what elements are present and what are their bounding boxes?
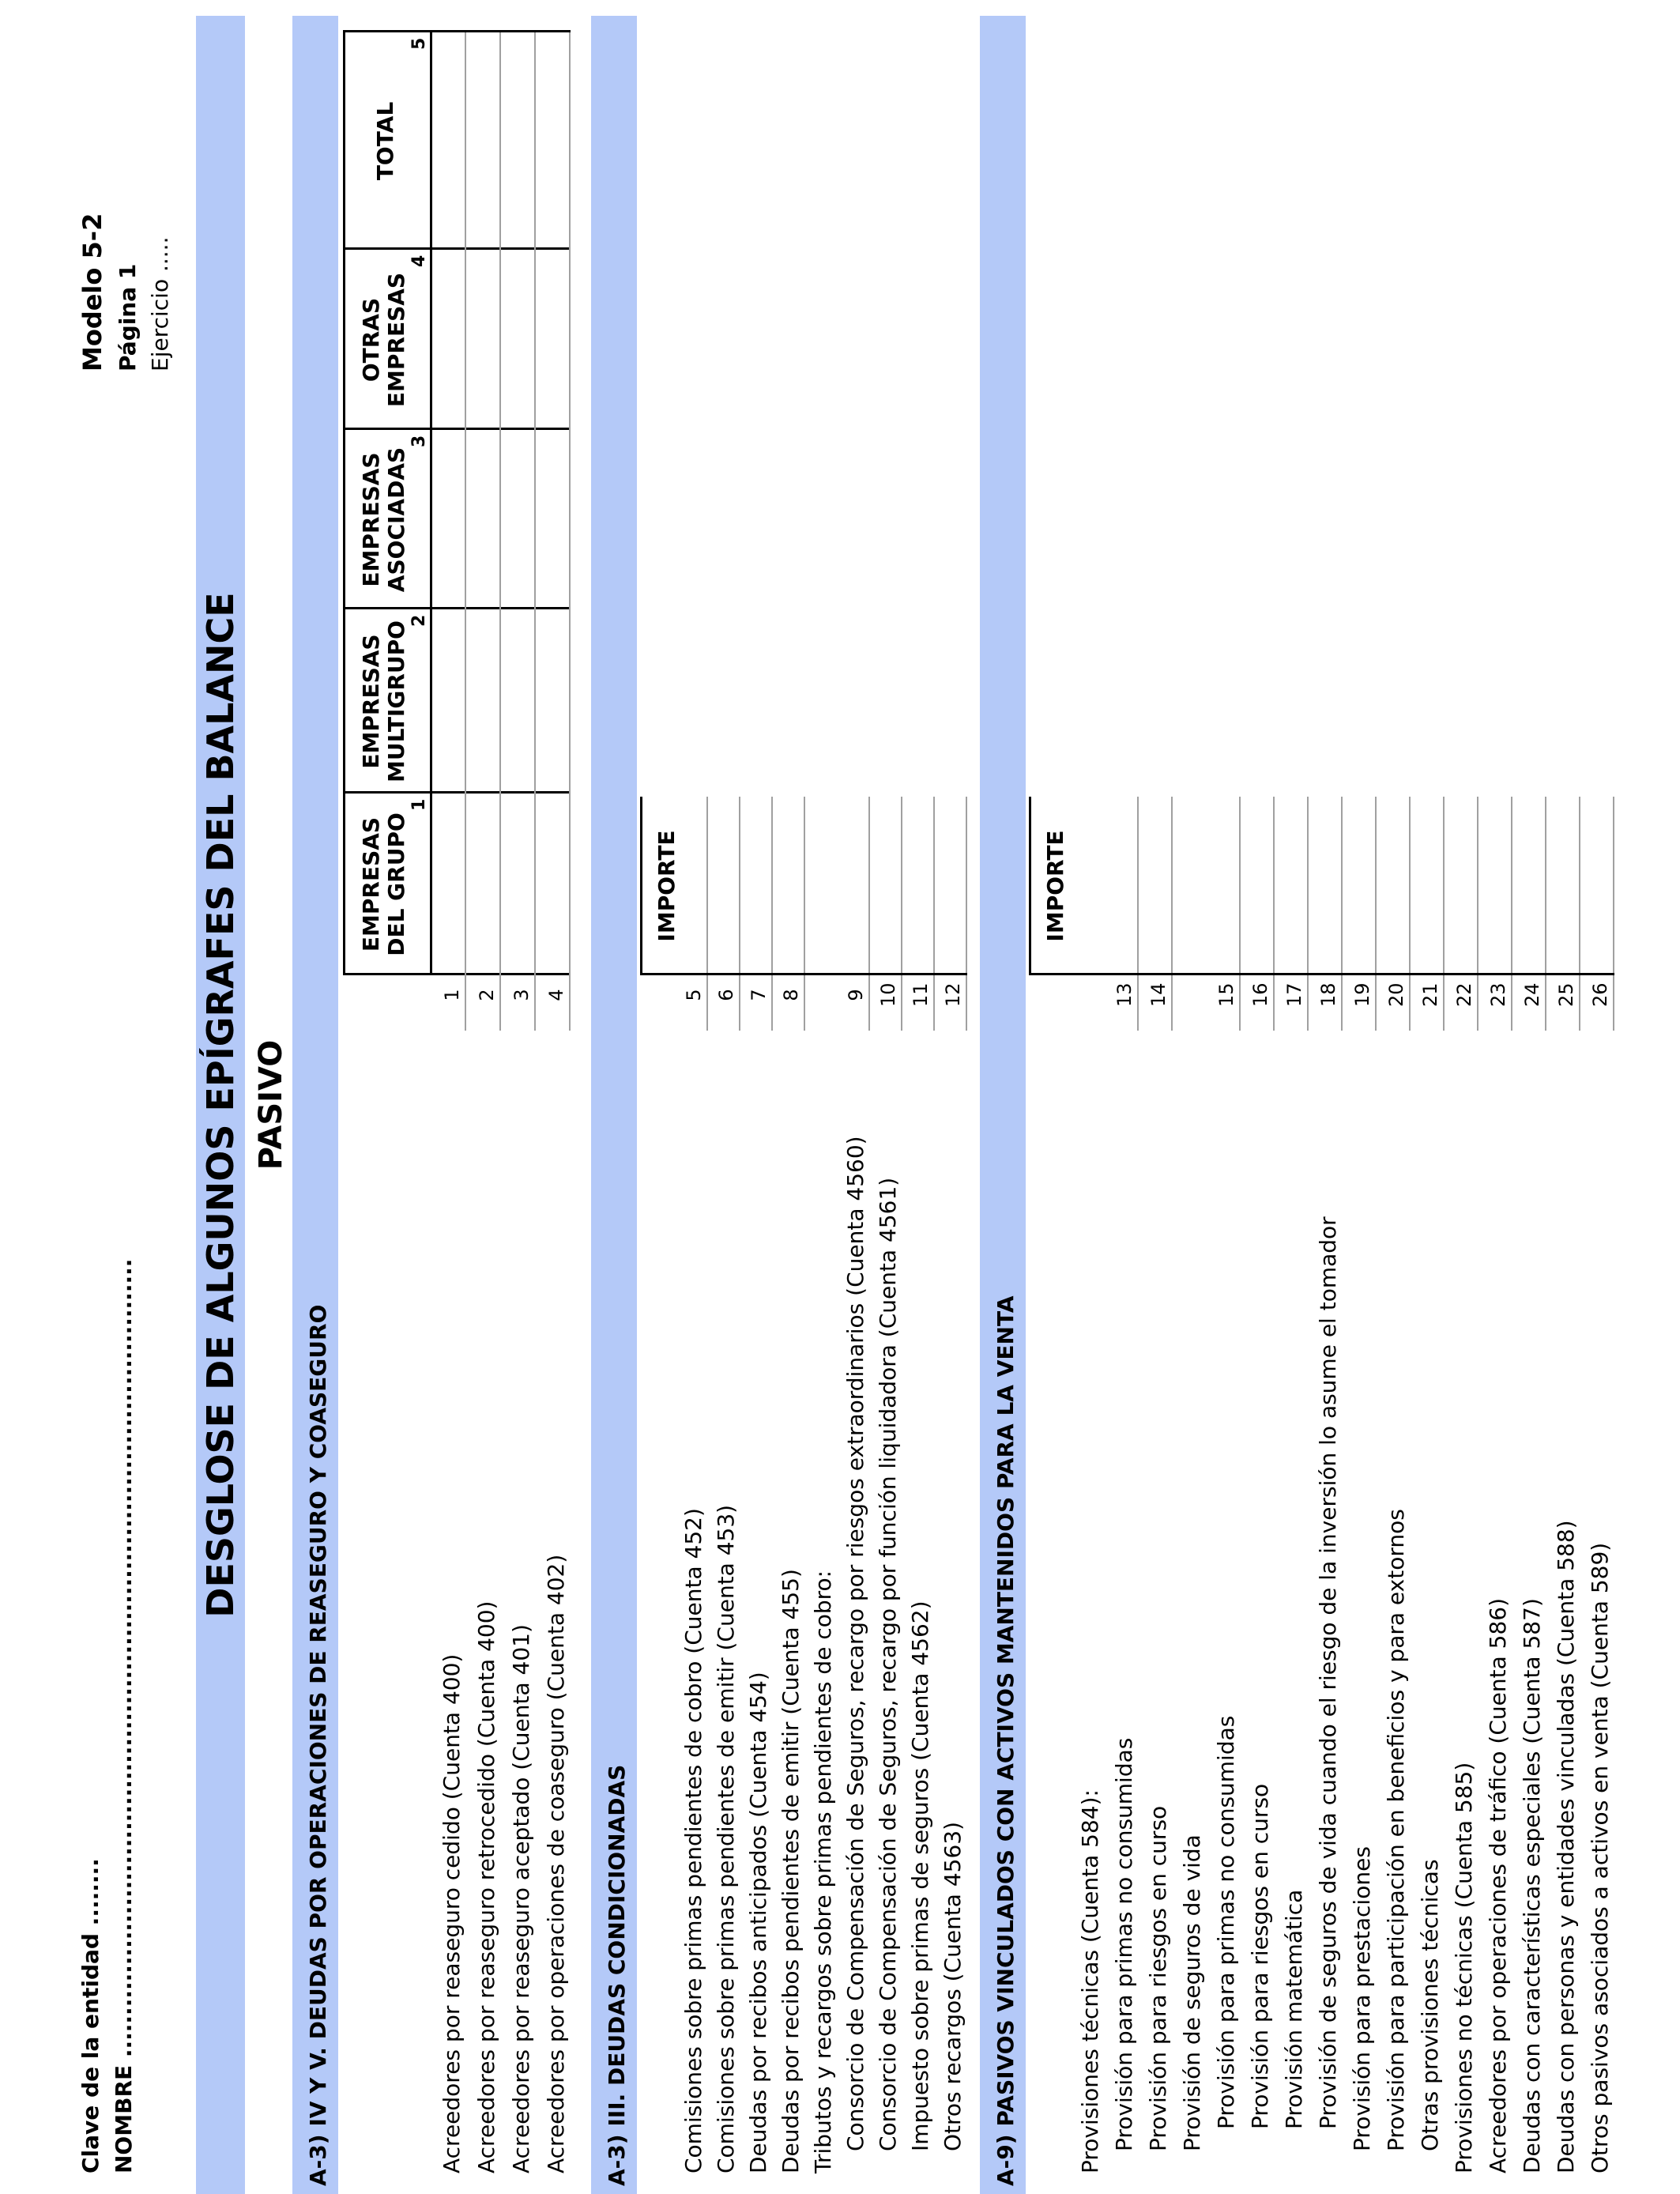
row-number: 3 (510, 989, 533, 1001)
column-number: 1 (409, 798, 429, 811)
amount-cell[interactable] (537, 250, 569, 428)
column-number: 3 (409, 435, 429, 447)
row-divider (1171, 797, 1173, 1031)
amount-cell[interactable] (537, 430, 569, 607)
amount-cell[interactable] (468, 32, 499, 247)
row-divider (1545, 797, 1546, 1031)
row-divider (499, 32, 501, 1031)
row-divider (1307, 797, 1309, 1031)
row-label: Comisiones sobre primas pendientes de emitir (Cuenta 453) (713, 1504, 739, 2173)
row-divider (901, 797, 902, 1031)
column-header-line1: EMPRESAS (358, 634, 384, 769)
column-header-line1: TOTAL (372, 101, 398, 181)
row-divider (966, 797, 967, 1031)
amount-cell[interactable] (503, 609, 534, 791)
row-label: Consorcio de Compensación de Seguros, recargo por función liquidadora (Cuenta 4561) (875, 1177, 901, 2151)
row-label: Acreedores por operaciones de tráfico (Cuenta 586) (1485, 1597, 1511, 2173)
column-header-line1: EMPRESAS (358, 816, 384, 952)
row-number: 20 (1385, 982, 1407, 1007)
amount-cell[interactable] (503, 32, 534, 247)
row-divider (1511, 797, 1512, 1031)
column-header (373, 32, 398, 250)
row-divider (1613, 797, 1614, 1031)
amount-cell[interactable] (537, 32, 569, 247)
section-a3-iii-top-border (640, 797, 642, 975)
row-number: 26 (1589, 982, 1611, 1007)
nombre-label: NOMBRE ............................................................................................... (111, 1258, 137, 2173)
row-number: 23 (1487, 982, 1509, 1007)
row-number: 10 (877, 982, 899, 1007)
row-label: Provisión para riesgos en curso (1247, 1783, 1273, 2129)
column-header-line2: EMPRESAS (383, 272, 410, 408)
column-header-line2: MULTIGRUPO (383, 620, 410, 782)
row-divider (569, 32, 571, 1031)
row-divider (1239, 797, 1241, 1031)
row-label: Provisión para riesgos en curso (1145, 1805, 1171, 2151)
row-label: Provisiones no técnicas (Cuenta 585) (1451, 1762, 1477, 2173)
importe-cell[interactable] (1447, 797, 1477, 973)
section-a9-importe-header: IMPORTE (1042, 830, 1068, 942)
importe-cell[interactable] (1277, 797, 1307, 973)
column-header-line2: DEL GRUPO (383, 812, 410, 956)
row-label: Provisión para primas no consumidas (1111, 1737, 1137, 2151)
row-label: Provisión para participación en beneficios y para extornos (1383, 1509, 1409, 2151)
row-number: 25 (1555, 982, 1577, 1007)
amount-cell[interactable] (468, 794, 499, 973)
row-number: 19 (1351, 982, 1373, 1007)
row-divider (804, 797, 805, 1031)
amount-cell[interactable] (433, 609, 465, 791)
importe-cell[interactable] (871, 797, 901, 973)
amount-cell[interactable] (433, 430, 465, 607)
row-label: Provisión para prestaciones (1349, 1846, 1375, 2151)
section-a3-iii-title: A-3) III. DEUDAS CONDICIONADAS (604, 1764, 630, 2186)
row-number: 14 (1147, 982, 1170, 1007)
importe-cell[interactable] (1243, 797, 1273, 973)
grid-header-border (430, 32, 432, 975)
importe-cell[interactable] (1311, 797, 1341, 973)
row-label: Provisiones técnicas (Cuenta 584): (1077, 1789, 1103, 2173)
row-number: 16 (1249, 982, 1271, 1007)
column-header (359, 794, 409, 975)
page-subtitle: PASIVO (253, 1039, 289, 1171)
row-divider (771, 797, 773, 1031)
row-divider (1443, 797, 1445, 1031)
row-label: Deudas por recibos pendientes de emitir (Cuenta 455) (778, 1569, 804, 2173)
row-label: Impuesto sobre primas de seguros (Cuenta 4562) (907, 1600, 933, 2151)
section-a3-iii-importe-header: IMPORTE (654, 830, 680, 942)
amount-cell[interactable] (433, 32, 465, 247)
row-number: 8 (780, 989, 802, 1001)
row-label: Acreedores por reaseguro retrocedido (Cuenta 400) (473, 1600, 499, 2173)
section-a9-title: A-9) PASIVOS VINCULADOS CON ACTIVOS MANTENIDOS PARA LA VENTA (993, 1295, 1019, 2186)
importe-cell[interactable] (1413, 797, 1443, 973)
column-number: 2 (409, 614, 429, 627)
row-divider (933, 797, 935, 1031)
grid-top-border (343, 32, 345, 975)
ejercicio-label: Ejercicio ..... (147, 236, 173, 371)
column-header-line1: OTRAS (358, 297, 384, 383)
row-label: Acreedores por reaseguro aceptado (Cuenta 401) (508, 1624, 534, 2173)
row-divider (706, 797, 708, 1031)
row-label: Otras provisiones técnicas (1417, 1859, 1443, 2151)
amount-cell[interactable] (433, 794, 465, 973)
importe-cell[interactable] (1549, 797, 1579, 973)
column-header (359, 250, 409, 430)
row-number: 11 (910, 982, 932, 1007)
row-number: 21 (1419, 982, 1441, 1007)
row-number: 6 (715, 989, 737, 1001)
row-number: 1 (441, 989, 463, 1001)
importe-cell[interactable] (709, 797, 739, 973)
row-divider (1341, 797, 1343, 1031)
row-divider (1579, 797, 1580, 1031)
importe-cell[interactable] (838, 797, 868, 973)
row-label: Provisión de seguros de vida (1179, 1834, 1205, 2151)
row-number: 24 (1521, 982, 1543, 1007)
importe-cell[interactable] (1583, 797, 1613, 973)
modelo-label: Modelo 5-2 (77, 213, 107, 371)
row-label: Otros pasivos asociados a activos en venta (Cuenta 589) (1587, 1542, 1613, 2173)
amount-cell[interactable] (468, 430, 499, 607)
row-number: 13 (1113, 982, 1136, 1007)
amount-cell[interactable] (503, 430, 534, 607)
row-number: 7 (748, 989, 770, 1001)
row-divider (1375, 797, 1377, 1031)
amount-cell[interactable] (503, 250, 534, 428)
row-divider (868, 797, 870, 1031)
importe-cell[interactable] (1345, 797, 1375, 973)
amount-cell[interactable] (537, 794, 569, 973)
column-header (359, 609, 409, 794)
row-number: 9 (845, 989, 867, 1001)
row-divider (1409, 797, 1411, 1031)
page-title: DESGLOSE DE ALGUNOS EPÍGRAFES DEL BALANCE (199, 592, 242, 1618)
row-divider (1137, 797, 1139, 1031)
row-label: Provisión para primas no consumidas (1213, 1715, 1239, 2129)
importe-cell[interactable] (936, 797, 966, 973)
column-header-line1: EMPRESAS (358, 452, 384, 587)
importe-cell[interactable] (1209, 797, 1239, 973)
pagina-label: Página 1 (115, 263, 141, 371)
row-number: 4 (545, 989, 567, 1001)
row-number: 15 (1215, 982, 1237, 1007)
row-label: Provisión matemática (1281, 1889, 1307, 2129)
row-divider (534, 32, 536, 1031)
importe-cell[interactable] (903, 797, 933, 973)
importe-cell[interactable] (774, 797, 804, 973)
section-a9-top-border (1029, 797, 1031, 975)
row-label: Deudas con características especiales (Cuenta 587) (1519, 1598, 1545, 2173)
row-number: 2 (476, 989, 498, 1001)
row-divider (1273, 797, 1275, 1031)
row-label: Acreedores por operaciones de coaseguro (Cuenta 402) (543, 1554, 569, 2173)
row-label: Provisión de seguros de vida cuando el riesgo de la inversión lo asume el tomador (1315, 1216, 1341, 2129)
row-label: Comisiones sobre primas pendientes de cobro (Cuenta 452) (680, 1508, 706, 2173)
clave-entidad-label: Clave de la entidad ........ (77, 1858, 104, 2173)
importe-cell[interactable] (741, 797, 771, 973)
column-number: 5 (409, 37, 429, 50)
importe-cell[interactable] (1515, 797, 1545, 973)
amount-cell[interactable] (468, 609, 499, 791)
section-a3-iv-title: A-3) IV Y V. DEUDAS POR OPERACIONES DE REASEGURO Y COASEGURO (305, 1304, 331, 2186)
row-divider (1477, 797, 1478, 1031)
row-label: Acreedores por reaseguro cedido (Cuenta 400) (439, 1653, 465, 2173)
amount-cell[interactable] (503, 794, 534, 973)
importe-cell[interactable] (676, 797, 706, 973)
row-number: 22 (1453, 982, 1475, 1007)
amount-cell[interactable] (537, 609, 569, 791)
row-label: Tributos y recargos sobre primas pendientes de cobro: (810, 1570, 836, 2173)
row-divider (739, 797, 740, 1031)
importe-cell[interactable] (1107, 797, 1137, 973)
section-a9-left-border (1029, 973, 1614, 975)
row-divider (465, 32, 466, 1031)
row-label: Consorcio de Compensación de Seguros, recargo por riesgos extraordinarios (Cuenta 4560) (842, 1136, 868, 2151)
row-label: Deudas con personas y entidades vinculadas (Cuenta 588) (1553, 1520, 1579, 2173)
column-header (359, 430, 409, 609)
column-header-line2: ASOCIADAS (383, 447, 410, 593)
row-label: Deudas por recibos anticipados (Cuenta 454) (745, 1672, 771, 2173)
amount-cell[interactable] (468, 250, 499, 428)
importe-cell[interactable] (1379, 797, 1409, 973)
column-number: 4 (409, 254, 429, 267)
row-label: Otros recargos (Cuenta 4563) (940, 1821, 966, 2151)
section-a3-iii-left-border (640, 973, 967, 975)
row-number: 18 (1317, 982, 1339, 1007)
row-number: 12 (942, 982, 964, 1007)
row-number: 17 (1283, 982, 1305, 1007)
importe-cell[interactable] (1141, 797, 1171, 973)
importe-cell[interactable] (1481, 797, 1511, 973)
row-number: 5 (683, 989, 705, 1001)
amount-cell[interactable] (433, 250, 465, 428)
